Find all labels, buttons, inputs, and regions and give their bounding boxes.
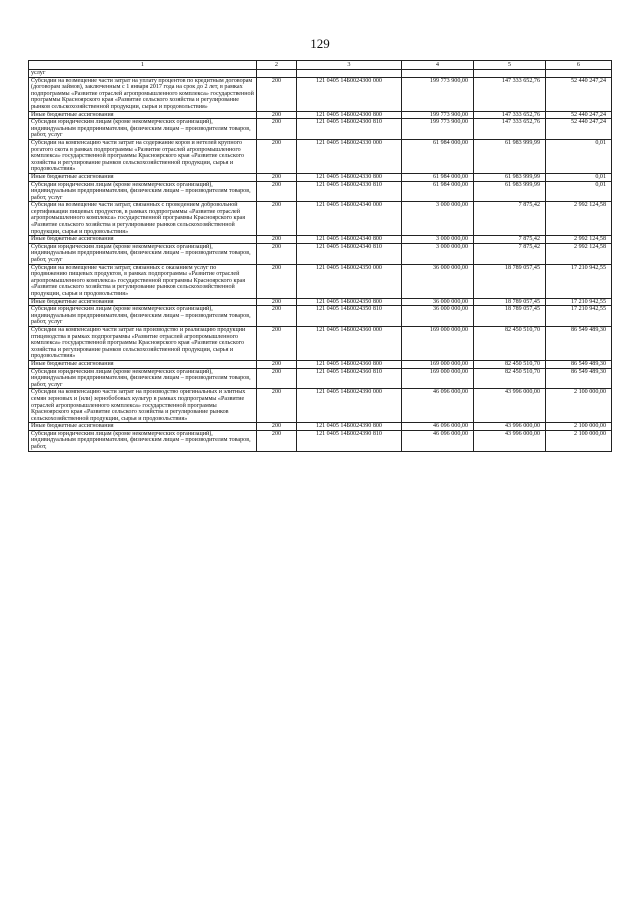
row-approved: 3 000 000,00 [402, 202, 474, 236]
row-description: Иные бюджетные ассигнования [29, 173, 257, 181]
row-description: Субсидии на возмещение части затрат на уплату процентов по кредитным договорам (договорам займов), заключенным с 1 января 2017 года на срок до 2 лет, в рамках подпрограммы «Развитие отраслей агропромышленного комплекса» государственной программы Красноярского края «Развитие сельского хозяйства и регулирование рынков сельскохозяйственной продукции, сырья и продовольствия» [29, 77, 257, 111]
row-unexecuted: 86 549 489,30 [546, 368, 612, 389]
row-executed: 18 789 057,45 [474, 298, 546, 306]
row-budget-code: 121 0405 14Б0024330 000 [297, 139, 402, 173]
row-executed: 18 789 057,45 [474, 306, 546, 327]
row-executed: 147 333 652,76 [474, 119, 546, 140]
row-unexecuted: 52 440 247,24 [546, 119, 612, 140]
row-executed: 7 875,42 [474, 202, 546, 236]
row-code: 200 [257, 326, 297, 360]
table-row [29, 326, 612, 360]
row-unexecuted: 86 549 489,30 [546, 360, 612, 368]
row-budget-code: 121 0405 14Б0024360 810 [297, 368, 402, 389]
table-row [29, 360, 612, 368]
table-row [29, 181, 612, 202]
budget-table [28, 60, 612, 452]
row-approved: 36 000 000,00 [402, 306, 474, 327]
table-row [29, 119, 612, 140]
row-approved: 199 773 900,00 [402, 77, 474, 111]
row-unexecuted [546, 70, 612, 78]
row-description: Субсидии на возмещение части затрат, связанных с проведением добровольной сертификации пищевых продуктов, в рамках подпрограммы «Развитие отраслей агропромышленного комплекса» государственной программы Красноярского края «Развитие сельского хозяйства и регулирование рынков сельскохозяйственной продукции, сырья и продовольствия» [29, 202, 257, 236]
row-unexecuted: 17 210 942,55 [546, 306, 612, 327]
table-row [29, 264, 612, 298]
row-description: Субсидии юридическим лицам (кроме некоммерческих организаций), индивидуальным предпринимателям, физическим лицам – производителям товаров, работ, услуг [29, 368, 257, 389]
row-approved: 3 000 000,00 [402, 243, 474, 264]
column-header: 1 [29, 61, 257, 70]
row-approved: 199 773 900,00 [402, 119, 474, 140]
row-code: 200 [257, 423, 297, 431]
row-unexecuted: 2 992 124,58 [546, 202, 612, 236]
row-code: 200 [257, 360, 297, 368]
table-row [29, 77, 612, 111]
table-row [29, 70, 612, 78]
column-header: 2 [257, 61, 297, 70]
row-unexecuted: 17 210 942,55 [546, 264, 612, 298]
row-executed: 18 789 057,45 [474, 264, 546, 298]
row-executed [474, 70, 546, 78]
row-budget-code: 121 0405 14Б0024360 800 [297, 360, 402, 368]
table-row [29, 306, 612, 327]
row-approved: 61 984 000,00 [402, 139, 474, 173]
row-code: 200 [257, 236, 297, 244]
row-executed: 147 333 652,76 [474, 77, 546, 111]
row-description: Иные бюджетные ассигнования [29, 236, 257, 244]
table-row [29, 173, 612, 181]
row-code: 200 [257, 111, 297, 119]
row-code: 200 [257, 306, 297, 327]
row-approved: 61 984 000,00 [402, 173, 474, 181]
row-code: 200 [257, 77, 297, 111]
table-row [29, 423, 612, 431]
row-description: Субсидии на компенсацию части затрат на содержание коров и нетелей крупного рогатого скота в рамках подпрограммы «Развитие отраслей агропромышленного комплекса» государственной программы Красноярского края «Развитие сельского хозяйства и регулирование рынков сельскохозяйственной продукции, сырья и продовольствия» [29, 139, 257, 173]
page-number: 129 [310, 36, 330, 51]
row-budget-code: 121 0405 14Б0024300 810 [297, 119, 402, 140]
row-unexecuted: 52 440 247,24 [546, 77, 612, 111]
row-code: 200 [257, 202, 297, 236]
row-approved: 169 000 000,00 [402, 360, 474, 368]
row-code: 200 [257, 119, 297, 140]
row-code: 200 [257, 298, 297, 306]
row-executed: 7 875,42 [474, 236, 546, 244]
row-executed: 61 983 999,99 [474, 181, 546, 202]
row-approved: 36 000 000,00 [402, 298, 474, 306]
row-approved: 3 000 000,00 [402, 236, 474, 244]
table-body [29, 70, 612, 452]
row-unexecuted: 2 100 000,00 [546, 430, 612, 451]
row-approved: 61 984 000,00 [402, 181, 474, 202]
row-unexecuted: 2 100 000,00 [546, 389, 612, 423]
table-row [29, 389, 612, 423]
row-approved: 46 096 000,00 [402, 423, 474, 431]
row-description: Иные бюджетные ассигнования [29, 298, 257, 306]
row-code: 200 [257, 264, 297, 298]
row-executed: 147 333 652,76 [474, 111, 546, 119]
column-header: 4 [402, 61, 474, 70]
row-approved: 36 000 000,00 [402, 264, 474, 298]
row-description: Иные бюджетные ассигнования [29, 360, 257, 368]
row-budget-code: 121 0405 14Б0024330 810 [297, 181, 402, 202]
row-budget-code: 121 0405 14Б0024300 800 [297, 111, 402, 119]
row-budget-code: 121 0405 14Б0024340 000 [297, 202, 402, 236]
row-executed: 43 996 000,00 [474, 423, 546, 431]
row-unexecuted: 52 440 247,24 [546, 111, 612, 119]
row-approved: 46 096 000,00 [402, 389, 474, 423]
table-row [29, 368, 612, 389]
column-header: 5 [474, 61, 546, 70]
row-executed: 61 983 999,99 [474, 173, 546, 181]
row-code: 200 [257, 243, 297, 264]
row-unexecuted: 86 549 489,30 [546, 326, 612, 360]
table-row [29, 139, 612, 173]
row-description: Иные бюджетные ассигнования [29, 423, 257, 431]
row-budget-code: 121 0405 14Б0024300 000 [297, 77, 402, 111]
row-budget-code: 121 0405 14Б0024340 800 [297, 236, 402, 244]
row-unexecuted: 2 992 124,58 [546, 236, 612, 244]
table-row [29, 111, 612, 119]
column-header: 3 [297, 61, 402, 70]
row-budget-code: 121 0405 14Б0024350 800 [297, 298, 402, 306]
row-executed: 7 875,42 [474, 243, 546, 264]
row-description: Субсидии юридическим лицам (кроме некоммерческих организаций), индивидуальным предпринимателям, физическим лицам – производителям товаров, работ, услуг [29, 306, 257, 327]
row-executed: 43 996 000,00 [474, 389, 546, 423]
row-description: Иные бюджетные ассигнования [29, 111, 257, 119]
row-executed: 43 996 000,00 [474, 430, 546, 451]
table-row [29, 243, 612, 264]
row-description: Субсидии на компенсацию части затрат на производство и реализацию продукции птицеводства в рамках подпрограммы «Развитие отраслей агропромышленного комплекса» государственной программы Красноярского края «Развитие сельского хозяйства и регулирование рынков сельскохозяйственной продукции, сырья и продовольствия» [29, 326, 257, 360]
table-row [29, 236, 612, 244]
row-code: 200 [257, 139, 297, 173]
row-code: 200 [257, 430, 297, 451]
row-description: услуг [29, 70, 257, 78]
row-description: Субсидии юридическим лицам (кроме некоммерческих организаций), индивидуальным предпринимателям, физическим лицам – производителям товаров, работ, [29, 430, 257, 451]
row-description: Субсидии на возмещение части затрат, связанных с оказанием услуг по продвижению пищевых продуктов, в рамках подпрограммы «Развитие отраслей агропромышленного комплекса» государственной программы Красноярского края «Развитие сельского хозяйства и регулирование рынков сельскохозяйственной продукции, сырья и продовольствия» [29, 264, 257, 298]
row-code: 200 [257, 181, 297, 202]
row-approved: 169 000 000,00 [402, 326, 474, 360]
row-description: Субсидии юридическим лицам (кроме некоммерческих организаций), индивидуальным предпринимателям, физическим лицам – производителям товаров, работ, услуг [29, 243, 257, 264]
row-unexecuted: 2 992 124,58 [546, 243, 612, 264]
row-budget-code: 121 0405 14Б0024330 800 [297, 173, 402, 181]
row-unexecuted: 0,01 [546, 139, 612, 173]
row-unexecuted: 2 100 000,00 [546, 423, 612, 431]
row-unexecuted: 0,01 [546, 181, 612, 202]
row-code: 200 [257, 173, 297, 181]
row-code [257, 70, 297, 78]
row-approved: 169 000 000,00 [402, 368, 474, 389]
row-budget-code: 121 0405 14Б0024350 810 [297, 306, 402, 327]
row-description: Субсидии юридическим лицам (кроме некоммерческих организаций), индивидуальным предпринимателям, физическим лицам – производителям товаров, работ, услуг [29, 119, 257, 140]
row-unexecuted: 17 210 942,55 [546, 298, 612, 306]
row-description: Субсидии юридическим лицам (кроме некоммерческих организаций), индивидуальным предпринимателям, физическим лицам – производителям товаров, работ, услуг [29, 181, 257, 202]
row-approved: 46 096 000,00 [402, 430, 474, 451]
table-row [29, 202, 612, 236]
row-budget-code: 121 0405 14Б0024340 810 [297, 243, 402, 264]
row-description: Субсидии на компенсацию части затрат на производство оригинальных и элитных семян зерновых и (или) зернобобовых культур в рамках подпрограммы «Развитие отраслей агропромышленного комплекса» государственной программы Красноярского края «Развитие сельского хозяйства и регулирование рынков сельскохозяйственной продукции, сырья и продовольствия» [29, 389, 257, 423]
row-budget-code: 121 0405 14Б0024390 800 [297, 423, 402, 431]
row-budget-code: 121 0405 14Б0024350 000 [297, 264, 402, 298]
row-code: 200 [257, 389, 297, 423]
row-executed: 61 983 999,99 [474, 139, 546, 173]
row-executed: 82 450 510,70 [474, 368, 546, 389]
table-row [29, 298, 612, 306]
row-code: 200 [257, 368, 297, 389]
table-header-row [29, 61, 612, 70]
row-budget-code [297, 70, 402, 78]
row-executed: 82 450 510,70 [474, 326, 546, 360]
row-approved: 199 773 900,00 [402, 111, 474, 119]
row-budget-code: 121 0405 14Б0024390 810 [297, 430, 402, 451]
row-approved [402, 70, 474, 78]
table-row [29, 430, 612, 451]
row-unexecuted: 0,01 [546, 173, 612, 181]
row-budget-code: 121 0405 14Б0024360 000 [297, 326, 402, 360]
column-header: 6 [546, 61, 612, 70]
row-budget-code: 121 0405 14Б0024390 000 [297, 389, 402, 423]
row-executed: 82 450 510,70 [474, 360, 546, 368]
